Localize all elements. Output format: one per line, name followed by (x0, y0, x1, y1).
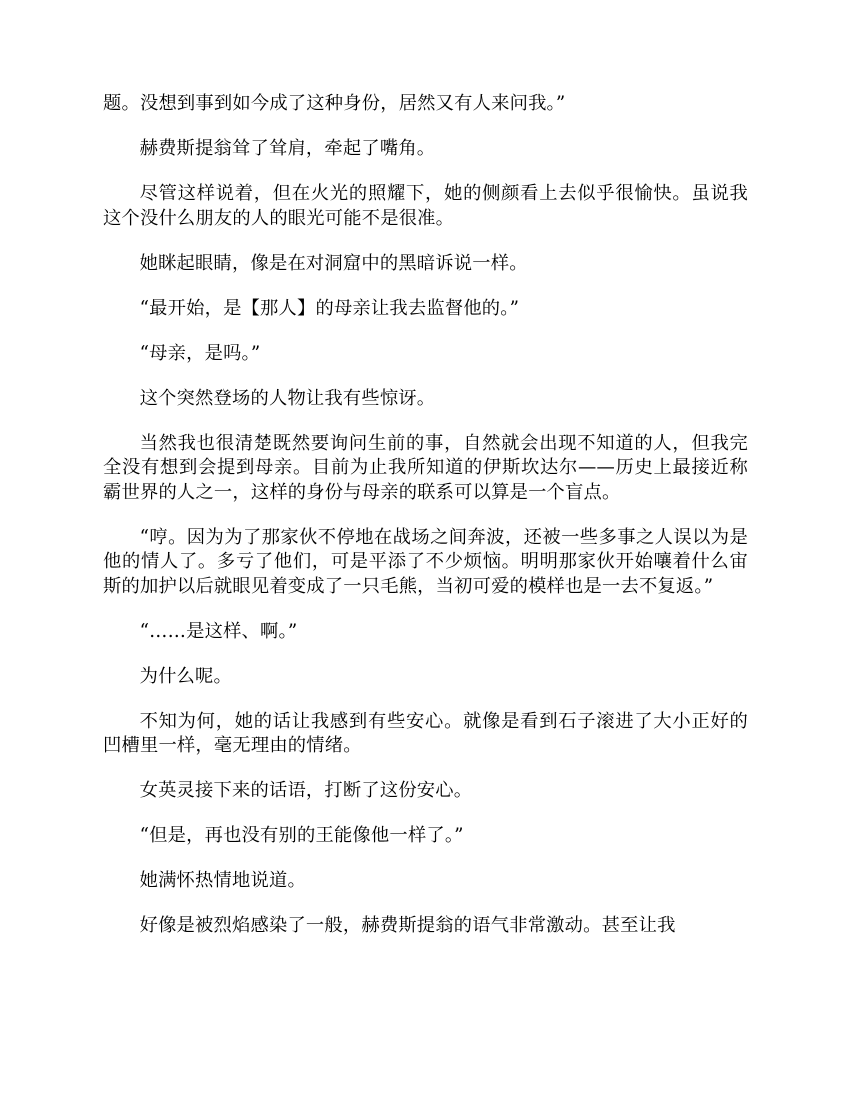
paragraph: 尽管这样说着，但在火光的照耀下，她的侧颜看上去似乎很愉快。虽说我这个没什么朋友的人的眼光可能不是很准。 (103, 183, 748, 229)
paragraph: 赫费斯提翁耸了耸肩，牵起了嘴角。 (139, 138, 436, 159)
paragraph: 她眯起眼睛，像是在对洞窟中的黑暗诉说一样。 (139, 252, 528, 274)
paragraph: 这个突然登场的人物让我有些惊讶。 (139, 387, 436, 409)
document-page (103, 92, 748, 959)
paragraph: “母亲，是吗。” (139, 342, 261, 364)
paragraph: “……是这样、啊。” (139, 620, 298, 642)
paragraph: “哼。因为为了那家伙不停地在战场之间奔波，还被一些多事之人误以为是他的情人了。多亏了他们，可是平添了不少烦恼。明明那家伙开始嚷着什么宙斯的加护以后就眼见着变成了一只毛熊，当初可爱的模样也是一去不复返。” (103, 526, 748, 597)
paragraph: 为什么呢。 (139, 665, 232, 687)
paragraph: 女英灵接下来的话语，打断了这份安心。 (139, 780, 473, 801)
paragraph: 当然我也很清楚既然要询问生前的事，自然就会出现不知道的人，但我完全没有想到会提到母亲。目前为止我所知道的伊斯坎达尔——历史上最接近称霸世界的人之一，这样的身份与母亲的联系可以算是一个盲点。 (103, 432, 748, 503)
paragraph: “最开始，是【那人】的母亲让我去监督他的。” (139, 297, 520, 319)
paragraph: 题。没想到事到如今成了这种身份，居然又有人来问我。” (103, 93, 566, 114)
paragraph: 不知为何，她的话让我感到有些安心。就像是看到石子滚进了大小正好的凹槽里一样，毫无理由的情绪。 (103, 710, 748, 756)
paragraph: 她满怀热情地说道。 (139, 870, 306, 891)
paragraph: “但是，再也没有别的王能像他一样了。” (139, 825, 464, 846)
paragraph: 好像是被烈焰感染了一般，赫费斯提翁的语气非常激动。甚至让我 (139, 915, 676, 936)
